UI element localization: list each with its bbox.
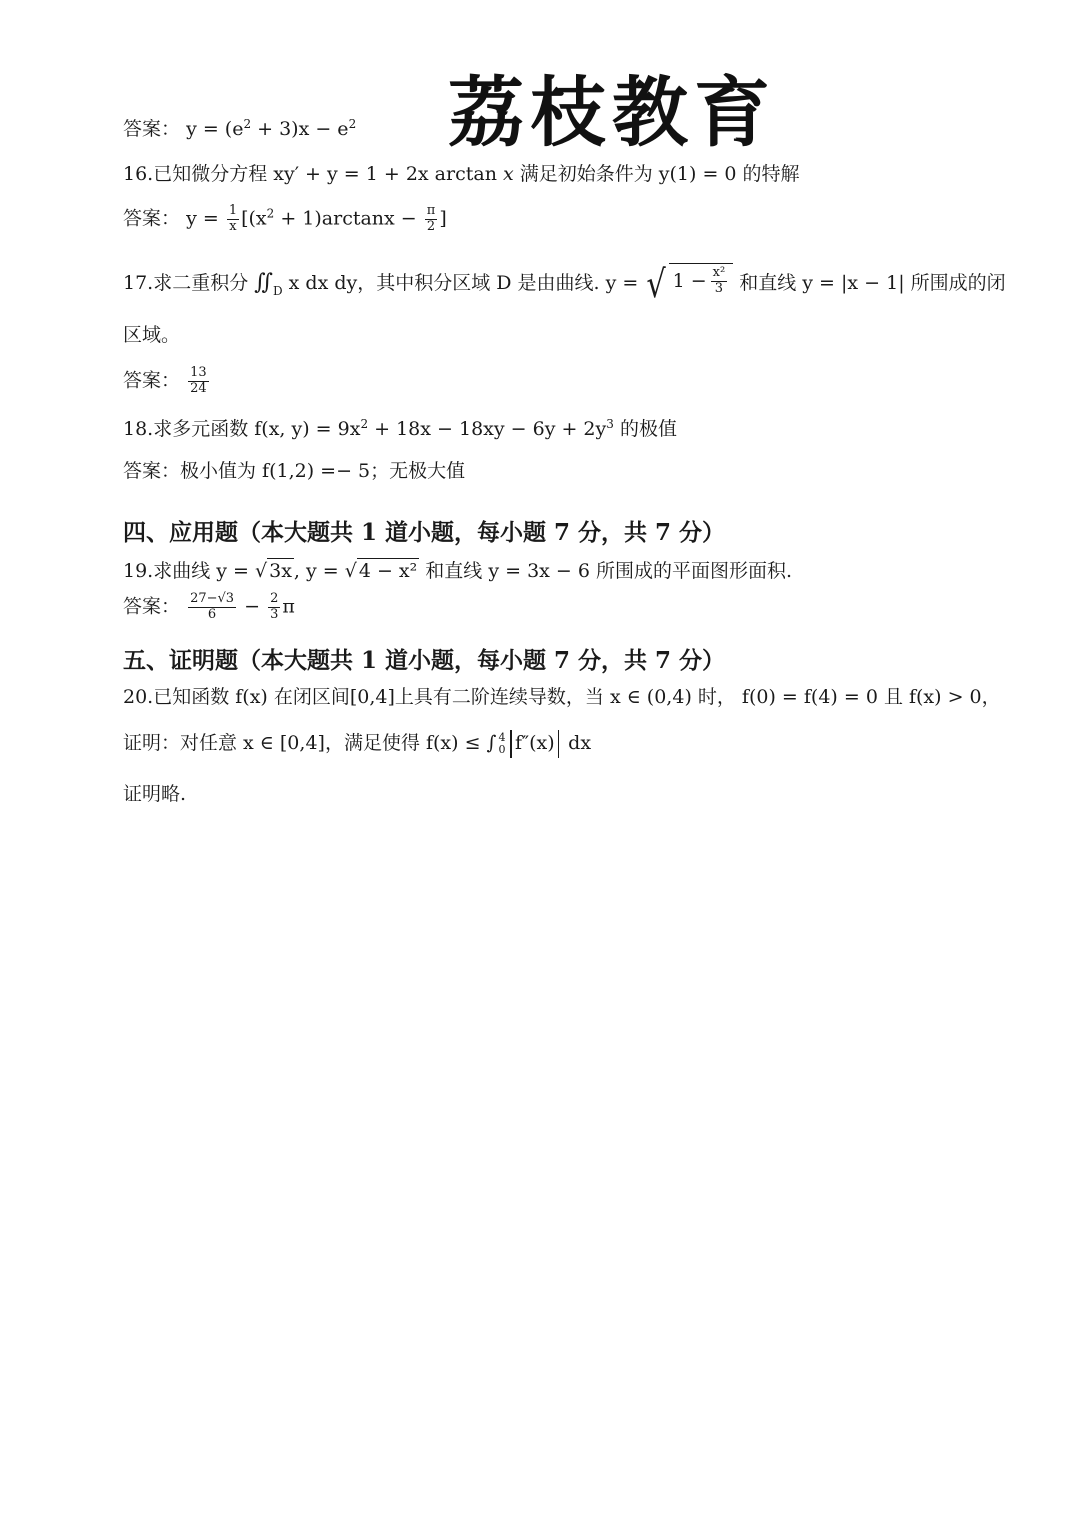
question-text: + 18x − 18xy − 6y + 2y — [368, 418, 607, 440]
fraction — [268, 592, 280, 623]
fraction — [188, 366, 209, 397]
radical — [644, 262, 733, 306]
frac-denominator: 2 — [426, 218, 436, 234]
exponent: 2 — [266, 206, 275, 221]
question-text: 和直线 y = |x − 1| 所围成的闭 — [733, 272, 1006, 294]
q20-question-cont — [123, 730, 591, 758]
q16-answer — [123, 204, 447, 235]
question-text: 和直线 y = 3x − 6 所围成的平面图形面积. — [419, 560, 793, 582]
subscript: D — [273, 284, 283, 298]
upper-limit: 4 — [498, 730, 506, 744]
frac-denominator: 24 — [190, 380, 207, 396]
expr-part: − — [244, 595, 261, 618]
exponent: 3 — [606, 417, 614, 431]
radical-sign: √ — [646, 262, 667, 306]
frac-denominator: x — [229, 218, 237, 234]
frac-numerator: π — [426, 203, 436, 218]
integrand: f″(x) — [514, 732, 555, 754]
frac-numerator: x² — [712, 265, 726, 281]
expr-part: 1 − — [672, 270, 707, 292]
q19-answer — [123, 592, 295, 623]
section-heading: 五、证明题（本大题共 1 道小题，每小题 7 分，共 7 分） — [123, 647, 726, 674]
fraction — [188, 592, 236, 623]
q16-question — [123, 165, 800, 184]
fraction — [227, 204, 239, 235]
answer-label: 答案： — [123, 207, 181, 230]
question-text: 的极值 — [613, 418, 677, 440]
double-integral-symbol: ∬ — [254, 270, 273, 295]
question-text: 16.已知微分方程 xy′ + y = 1 + 2x arctan — [123, 163, 503, 185]
lower-limit: 0 — [498, 743, 506, 756]
q18-question — [123, 417, 677, 440]
abs-bar-right — [558, 730, 560, 758]
q20-proof: 证明略. — [123, 783, 187, 805]
expr-part: + 1)arctanx − — [274, 207, 417, 230]
question-text: 证明：对任意 x ∈ [0,4]，满足使得 f(x) ≤ ∫ — [123, 732, 497, 754]
expr-part: y = — [186, 207, 219, 230]
question-text: , y = √ — [293, 560, 357, 582]
question-text: 17.求二重积分 — [123, 272, 255, 294]
question-text: 19.求曲线 y = √ — [123, 560, 268, 582]
frac-denominator: 6 — [207, 606, 217, 622]
abs-bar-left — [510, 730, 512, 758]
logo-text: 荔枝教育 — [448, 68, 776, 157]
exponent: 2 — [360, 417, 369, 431]
expr-part: dx — [562, 732, 592, 754]
expr-part: + 3)x − e — [251, 118, 349, 140]
answer-label: 答案： — [123, 118, 181, 140]
frac-numerator: 13 — [190, 365, 207, 380]
q20-question: 20.已知函数 f(x) 在闭区间[0,4]上具有二阶连续导数，当 x ∈ (0,4) 时， f(0) = f(4) = 0 且 f(x) > 0， — [123, 686, 1001, 708]
question-text: 满足初始条件为 y(1) = 0 的特解 — [513, 163, 800, 185]
frac-denominator: 3 — [714, 281, 724, 296]
frac-numerator: 27−√3 — [190, 591, 235, 606]
expr-part: ] — [439, 207, 447, 230]
section-heading: 四、应用题（本大题共 1 道小题，每小题 7 分，共 7 分） — [123, 519, 726, 546]
expr-part: π — [282, 595, 295, 618]
frac-numerator: 2 — [270, 591, 279, 606]
q15-answer — [123, 117, 357, 140]
expr-part: [(x — [241, 207, 267, 230]
question-text: 18.求多元函数 f(x, y) = 9x — [123, 418, 361, 440]
radical-body — [669, 263, 734, 297]
expr-part: y = (e — [186, 118, 244, 140]
q19-question — [123, 562, 792, 581]
fraction — [425, 204, 438, 235]
exponent: 2 — [348, 117, 357, 131]
q17-question — [123, 262, 1006, 306]
fraction — [711, 266, 728, 297]
sqrt-body: 3x — [269, 560, 292, 582]
variable: 𝑥 — [502, 163, 514, 185]
frac-numerator: 1 — [228, 203, 238, 218]
q17-question-cont: 区域。 — [123, 324, 181, 346]
exponent: 2 — [243, 117, 252, 131]
sqrt-body: 4 − x² — [358, 560, 418, 582]
answer-label: 答案： — [123, 369, 181, 392]
frac-denominator: 3 — [270, 606, 279, 622]
question-text: x dx dy，其中积分区域 D 是由曲线. y = — [282, 272, 639, 294]
answer-label: 答案： — [123, 595, 181, 618]
q18-answer: 答案：极小值为 f(1,2) =− 5；无极大值 — [123, 460, 466, 482]
integral-limits — [498, 732, 505, 756]
q17-answer — [123, 366, 211, 397]
